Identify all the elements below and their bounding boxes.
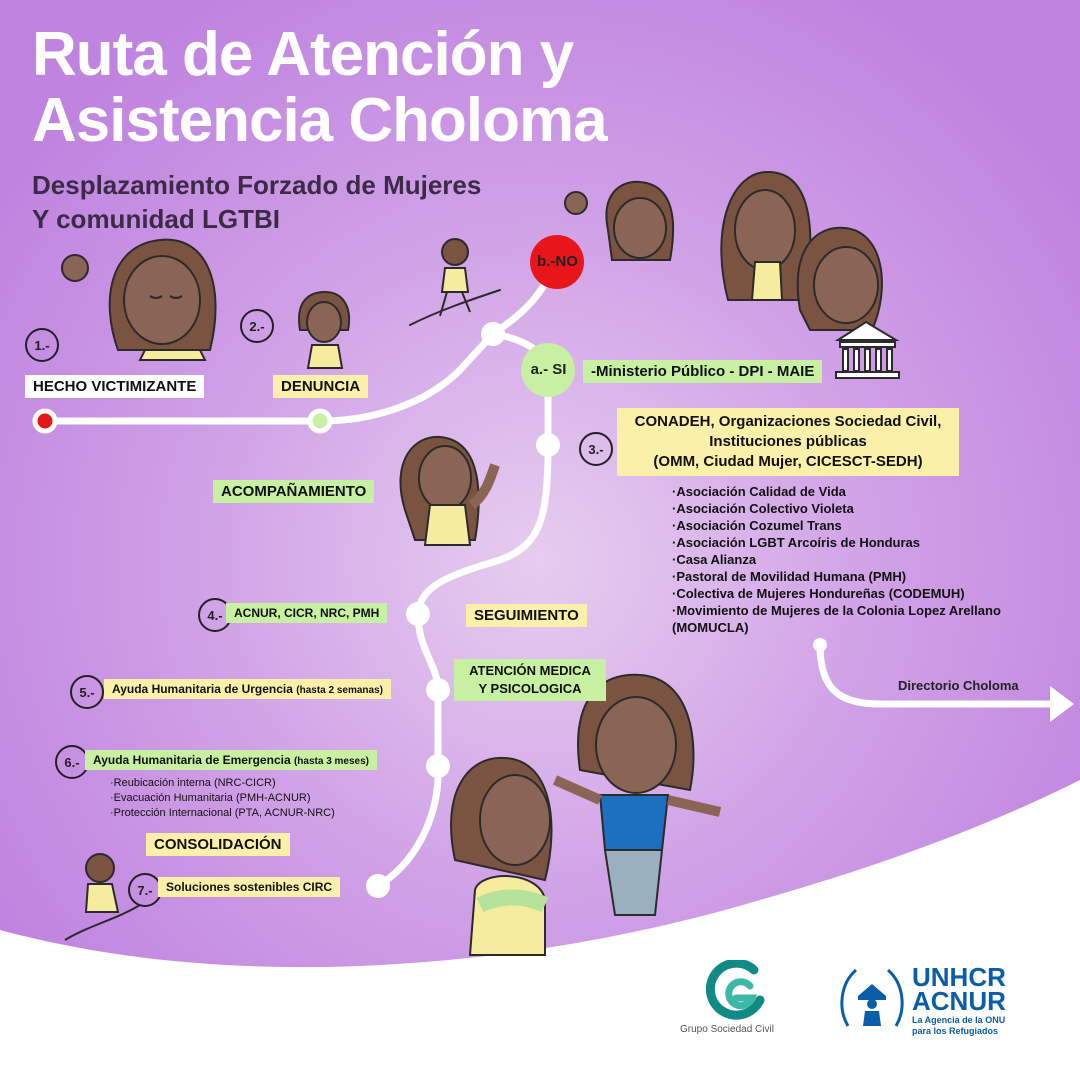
org-item: ·Asociación LGBT Arcoíris de Honduras: [672, 535, 921, 550]
title-line-2: Asistencia Choloma: [32, 86, 607, 155]
step-3-line-1: CONADEH, Organizaciones Sociedad Civil,: [634, 413, 942, 430]
step-3-number: 3.-: [579, 432, 613, 466]
step-5-number: 5.-: [70, 675, 104, 709]
atencion-line-1: ATENCIÓN MEDICA: [469, 663, 591, 678]
step-7-number: 7.-: [128, 873, 162, 907]
org-item: (MOMUCLA): [672, 620, 749, 635]
step-4-number: 4.-: [198, 598, 232, 632]
step-6-item: ·Evacuación Humanitaria (PMH-ACNUR): [110, 792, 311, 804]
directorio-label: Directorio Choloma: [898, 678, 1019, 693]
walking-girl-illustration: [440, 239, 470, 316]
step-6-item: ·Reubicación interna (NRC-CICR): [110, 777, 276, 789]
seguimiento-label: SEGUIMIENTO: [466, 604, 587, 627]
sad-woman-illustration: [110, 240, 216, 360]
worried-faces-illustration: [565, 172, 882, 330]
acnur-text: ACNUR: [912, 986, 1006, 1016]
fist-icon: [62, 255, 88, 281]
step-7-label: Soluciones sostenibles CIRC: [158, 877, 340, 897]
page-subtitle: [32, 168, 481, 236]
page-title: [32, 22, 607, 154]
step-1-number: 1.-: [25, 328, 59, 362]
acnur-tagline-1: La Agencia de la ONU: [912, 1015, 1006, 1025]
questioning-girl-illustration: [299, 292, 349, 368]
step-6-text: Ayuda Humanitaria de Emergencia: [93, 753, 291, 767]
step-5-label: [104, 679, 391, 699]
waving-woman-illustration: [400, 437, 495, 545]
branch-no-label: b.-NO: [537, 253, 578, 270]
unhcr-text: UNHCR: [912, 962, 1006, 992]
org-item: ·Pastoral de Movilidad Humana (PMH): [672, 569, 907, 584]
title-line-1: Ruta de Atención y: [32, 20, 574, 89]
step-6-item: ·Protección Internacional (PTA, ACNUR-NRC): [110, 807, 335, 819]
step-6-note: (hasta 3 meses): [293, 756, 370, 767]
consolidacion-label: CONSOLIDACIÓN: [146, 833, 290, 856]
organizations-list: [672, 483, 1001, 636]
branch-si-label: a.- SI: [530, 361, 567, 378]
step-2-label: DENUNCIA: [273, 375, 368, 398]
org-item: ·Movimiento de Mujeres de la Colonia Lopez Arellano: [672, 603, 1001, 618]
step-6-number: 6.-: [55, 745, 89, 779]
step-3-line-3: (OMM, Ciudad Mujer, CICESCT-SEDH): [653, 453, 923, 470]
unhcr-wordmark: [912, 962, 1006, 1037]
gsc-logo-text: Grupo Sociedad Civil: [680, 1024, 774, 1035]
step-4-label: ACNUR, CICR, NRC, PMH: [226, 603, 387, 623]
unhcr-emblem-icon: [838, 964, 906, 1034]
org-item: ·Asociación Cozumel Trans: [672, 518, 842, 533]
org-item: ·Asociación Calidad de Vida: [672, 484, 846, 499]
gsc-logo-icon: [706, 960, 772, 1020]
step-1-label: HECHO VICTIMIZANTE: [25, 375, 204, 398]
subtitle-line-1: Desplazamiento Forzado de Mujeres: [32, 170, 482, 200]
embracing-women-illustration: [451, 675, 720, 955]
step-5-text: Ayuda Humanitaria de Urgencia: [112, 682, 293, 696]
step-3-label: [617, 408, 959, 476]
atencion-line-2: Y PSICOLOGICA: [478, 681, 582, 696]
step-3-line-2: Instituciones públicas: [709, 433, 867, 450]
step-6-label: [85, 750, 377, 770]
acompanamiento-label: ACOMPAÑAMIENTO: [213, 480, 374, 503]
org-item: ·Colectiva de Mujeres Hondureñas (CODEMUH): [672, 586, 965, 601]
ministerio-label: -Ministerio Público - DPI - MAIE: [583, 360, 822, 383]
acnur-tagline-2: para los Refugiados: [912, 1026, 999, 1036]
step-2-number: 2.-: [240, 309, 274, 343]
subtitle-line-2: Y comunidad LGTBI: [32, 204, 280, 234]
step-6-items: [110, 776, 335, 821]
step-5-note: (hasta 2 semanas): [296, 685, 383, 696]
org-item: ·Casa Alianza: [672, 552, 757, 567]
org-item: ·Asociación Colectivo Violeta: [672, 501, 854, 516]
atencion-label: [454, 659, 606, 701]
